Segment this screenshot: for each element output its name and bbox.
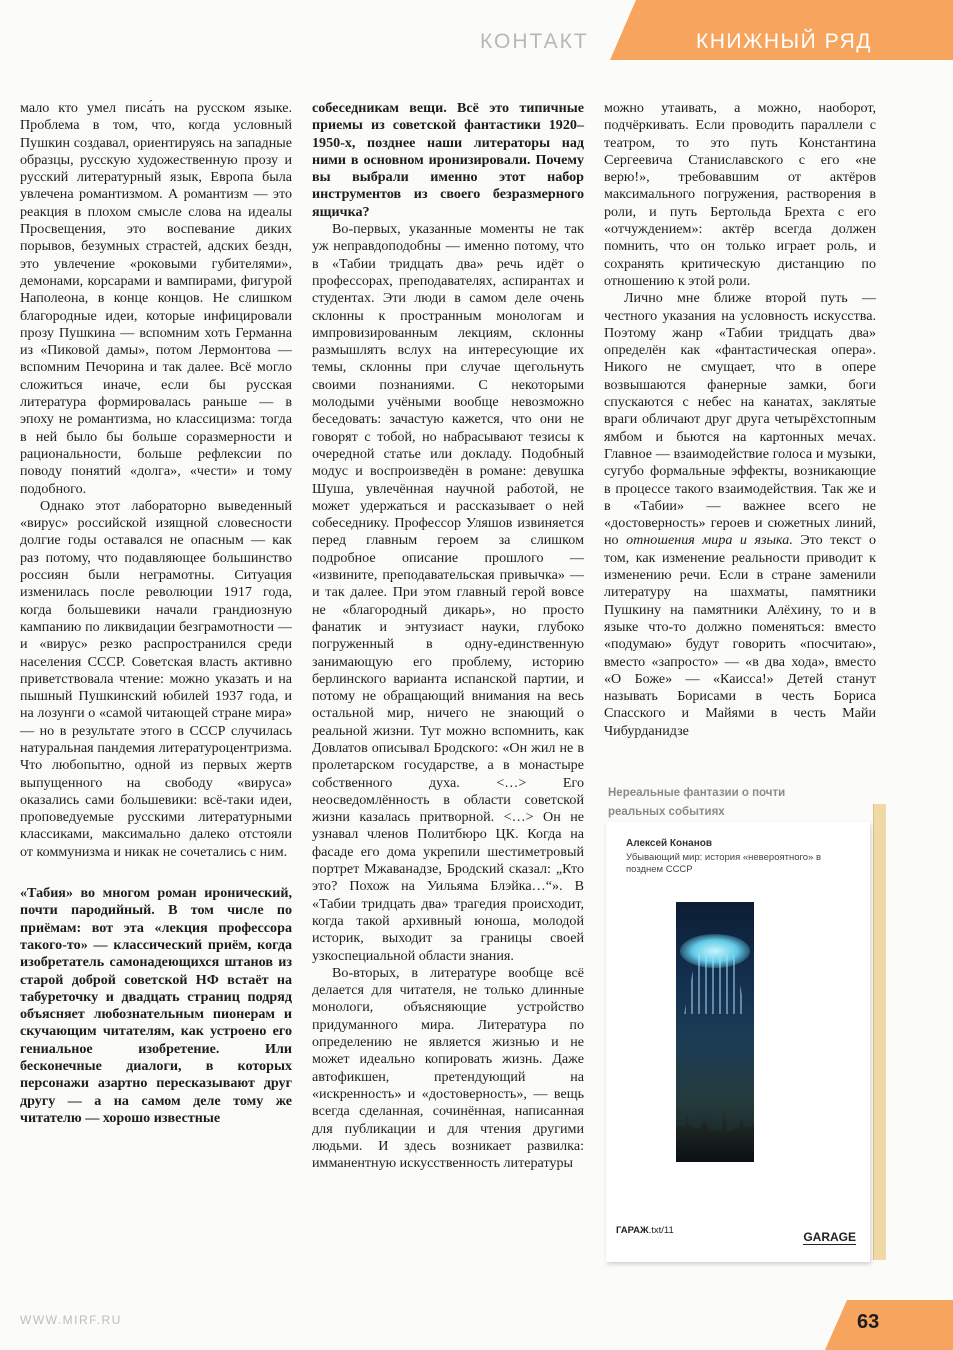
book-series: ГАРАЖ.txt/11 <box>616 1225 674 1236</box>
footer-url: WWW.MIRF.RU <box>20 1313 122 1327</box>
paragraph: Во-вторых, в литературе вообще всё делается для читателя, не только длинные монологи, объясняющие устройство придуманного мира. Литература по определению не является жизнью и не может идеально копировать жизнь. Даже автофикшен, претендующий на «искренность» и «достоверность», — вещь всегда сделанная, сочинённая, написанная для публикации и для чтения другими людьми. И здесь возникает развилка: имманентную искусственность литературы <box>312 964 584 1172</box>
emphasis-text: отношения мира и языка. <box>626 532 793 549</box>
paragraph: Однако этот лабораторно выведенный «вирус» российской изящной словесности долгие годы оставался не опасным — как раз потому, что подавляющее большинство россиян были неграмотны. Ситуация изменилась после революции 1917 года, когда большевики начали грандиозную кампанию по ликвидации безграмотности — и «вирус» резко распространился среди населения СССР. Советская власть активно приветствовала чтение: можно указать и на пышный Пушкинский юбилей 1937 года, и на лозунги о «самой читающей стране мира» — но в результате этого в СССР случилась натуральная пандемия литературоцентризма. Что любопытно, одной из первых жертв выпущенного на свободу «вируса» оказались сами большевики: всё-таки идеи, проповедуемые русскими литературными классиками, максимально далеко отстояли от коммунизма и никак не сочетались с ним. <box>20 497 292 860</box>
text-column-1 <box>20 100 292 1127</box>
city-silhouette-illustration <box>676 1102 754 1162</box>
book-cover-image <box>606 822 876 1262</box>
paragraph: мало кто умел писа́ть на русском языке. Проблема в том, что, когда условный Пушкин создавал, ориентируясь на западные образцы, русскую художественную прозу и русский литературный язык, Европа была увлечена романтизмом. А романтизм — это реакция в плохом смысле слова на идеалы Просвещения, это воспевание диких порывов, безумных страстей, адских бездн, это увлечение «роковыми губителями», демонами, корсарами и вампирами, фигурой Наполеона, в конце концов. Не слишком благородные идеи, которые инфицировали прозу Пушкина — вспомним хоть Германна из «Пиковой дамы», потом Лермонтова — вспомним Печорина и так далее. Всё могло сложиться иначе, если бы русская литература формировалась раньше — в эпоху не романтизма, но классицизма: тогда в ней было бы больше соразмерности и рациональности, больше рефлексии по поводу понятий «долга», «чести» и тому подобного. <box>20 100 292 497</box>
paragraph <box>604 290 876 740</box>
book-author: Алексей Конанов <box>626 838 713 849</box>
magazine-section-label: КОНТАКТ <box>480 30 589 53</box>
rubric-label: КНИЖНЫЙ РЯД <box>696 30 872 53</box>
paragraph-text: Лично мне ближе второй путь — честного указания на условность искусства. Поэтому жанр «Табии тридцать два» определён как «фантастическая опера». Никого не смущает, что в опере возвышаются фанерные замки, боги спускаются с небес на канатах, заклятые враги обличают друг друга четырёхстопным ямбом и бьются на картонных мечах. Главное — взаимодействие голоса и музыки, сугубо формальные эффекты, возникающие в процессе такого взаимодействия. Так же и в «Табии» — важнее всего не «достоверность» героев и сюжетных линий, но <box>604 290 876 549</box>
text-column-3 <box>604 100 876 740</box>
interview-question: собеседникам вещи. Всё это типичные приемы из советской фантастики 1920–1950-х, позднее наши литераторы над ними в основном иронизировали. Почему вы выбрали именно этот набор инструментов из своего безразмерного ящичка? <box>312 100 584 220</box>
paragraph: Во-первых, указанные моменты не так уж неправдоподобны — именно потому, что в «Табии тридцать два» речь идёт о профессорах, преподавателях, аспирантах и студентах. Эти люди в самом деле очень склонны к пространным монологам и импровизированным лекциям, склонны размышлять вслух на интересующие их темы, склонны при случае щегольнуть своими познаниями. С некоторыми молодыми учёными вообще невозможно беседовать: зачастую кажется, что они не говорят с тобой, но набрасывают тезисы к очередной статье или докладу. Подобный модус и воспроизведён в романе: девушка Шуша, увлечённая научной работой, не может удержаться и рассказывает о ней собеседнику. Профессор Уляшов извиняется перед главным героем за слишком подробное описание прошлого — «извините, преподавательская привычка» — и так далее. При этом главный герой вовсе не «благородный дикарь», но просто фанатик и энтузиаст науки, глубоко погруженный в одну-единственную занимающую его проблему, историю берлинского варианта испанской партии, и потому не обращающий внимания на весь остальной мир, ничего не знающий о реальной жизни. Тут можно вспомнить, как Довлатов описывал Бродского: «Он жил не в пролетарском государстве, а в монастыре собственного духа. <…> Его неосведомлённость в области советской жизни казалась притворной. <…> Он не узнавал членов Политбюро ЦК. Когда на фасаде его дома укрепили шестиметровый портрет Мжаванадзе, Бродский сказал: „Кто это? Похож на Уильяма Блэйка…“». В «Табии тридцать два» трагедия происходит, когда такой архивный юноша, молодой историк, выходит за границы своей узкоспециальной области знания. <box>312 221 584 964</box>
paragraph-text: Это текст о том, как изменение реальности приводит к изменению речи. Если в стране заменили литературу на шахматы, памятники Пушкину на памятники Алёхину, то и в языке что-то должно поменяться: вместо «подумаю» будут говорить «посчитаю», вместо «запросто» — «в два хода», вместо «О Боже» — «Каисса!» Детей станут называть Борисами в честь Бориса Спасского и Майями в честь Майи Чибурданидзе <box>604 532 876 739</box>
paragraph: можно утаивать, а можно, наоборот, подчёркивать. Если проводить параллели с театром, то это путь Константина Сергеевича Станиславского с его «не верю!», требовавшим от актёров максимального погружения, растворения в роли, и путь Бертольда Брехта с его «отчуждением»: актёр всегда должен помнить, что он только играет роль, и сохранять критическую дистанцию по отношению к этой роли. <box>604 100 876 289</box>
interview-question: «Табия» во многом роман иронический, почти пародийный. В том числе по приёмам: вот эта «лекция профессора такого-то» — классический приём, когда изобретатель самонадеющихся штанов из старой доброй советской НФ встаёт на табуреточку и двадцать страниц подряд объясняет любознательным пионерам и скучающим читателям, как устроено его гениальное изобретение. Или бесконечные диалоги, в которых персонажи азартно пересказывают друг другу — а на самом деле тому же читателю — хорошо известные <box>20 885 292 1126</box>
book-page-edge <box>873 804 886 1260</box>
page-number: 63 <box>857 1311 880 1333</box>
book-cover <box>606 822 870 1262</box>
cover-illustration <box>676 902 754 1162</box>
publisher-logo: GARAGE <box>803 1230 856 1244</box>
text-column-2 <box>312 100 584 1172</box>
image-caption: Нереальные фантазии о почти реальных событиях <box>608 787 786 818</box>
page-header <box>0 0 953 62</box>
page-number-tab <box>825 1300 953 1350</box>
book-title: Убывающий мир: история «невероятного» в позднем СССР <box>626 852 822 875</box>
